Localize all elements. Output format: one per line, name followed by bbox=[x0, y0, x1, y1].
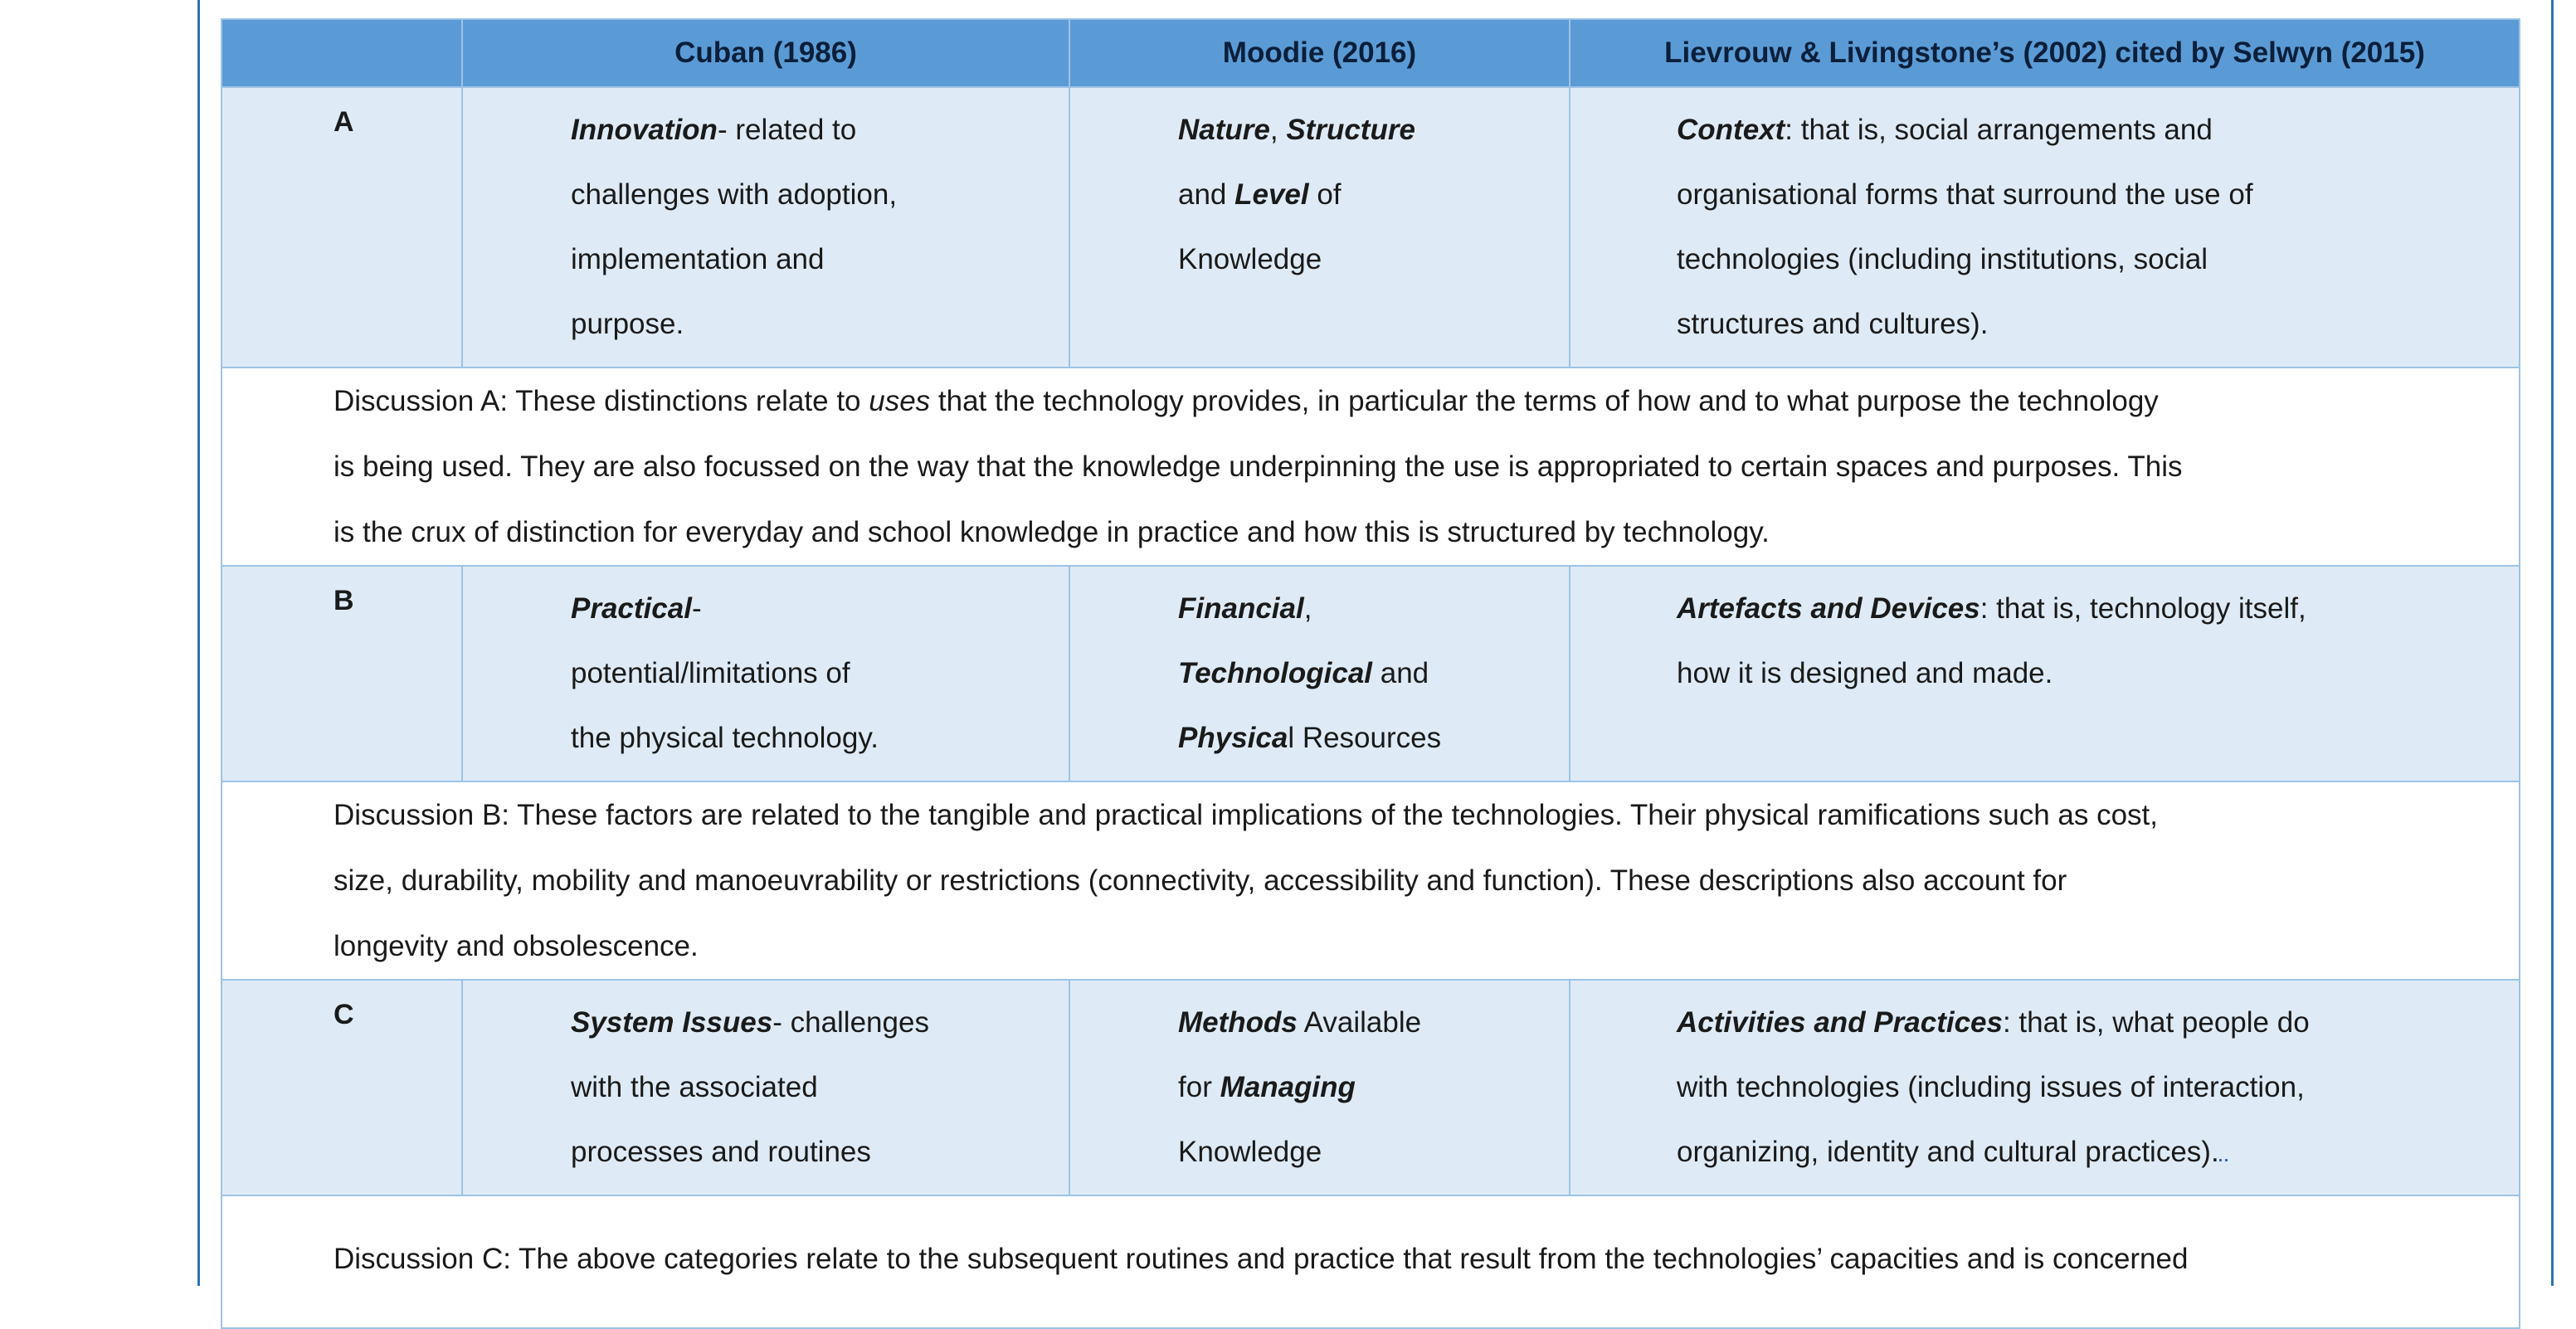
text-segment: challenges with adoption, bbox=[571, 178, 898, 211]
cuban-cell-line bbox=[571, 98, 1035, 163]
header-cell-cuban: Cuban (1986) bbox=[462, 19, 1069, 87]
text-segment: l Resources bbox=[1288, 722, 1442, 754]
lievrouw-cell-line bbox=[1677, 1120, 2486, 1185]
emphasis-term: Innovation bbox=[571, 114, 718, 146]
discussion-line bbox=[334, 368, 2419, 434]
text-segment: processes and routines bbox=[571, 1136, 871, 1168]
text-segment: longevity and obsolescence. bbox=[334, 930, 699, 962]
italic-term: uses bbox=[869, 385, 931, 417]
moodie-cell bbox=[1069, 87, 1570, 368]
cuban-cell-line bbox=[571, 641, 1035, 706]
header-cell-lievrouw: Lievrouw & Livingstone’s (2002) cited by Selwyn (2015) bbox=[1570, 19, 2520, 87]
emphasis-term: Context bbox=[1677, 114, 1785, 146]
emphasis-term: Nature bbox=[1178, 114, 1270, 146]
discussion-line bbox=[334, 848, 2419, 913]
emphasis-term: Activities and Practices bbox=[1677, 1006, 2003, 1039]
text-segment: - related to bbox=[717, 114, 857, 146]
text-segment: potential/limitations of bbox=[571, 657, 850, 689]
category-row-c bbox=[222, 980, 2520, 1195]
text-segment: structures and cultures). bbox=[1677, 308, 1989, 340]
row-letter: C bbox=[222, 980, 462, 1195]
cuban-cell bbox=[462, 87, 1069, 368]
cuban-cell-line bbox=[571, 163, 1035, 227]
moodie-cell-line bbox=[1178, 98, 1536, 163]
row-letter: A bbox=[222, 87, 462, 368]
spellcheck-mark bbox=[2219, 1152, 2228, 1161]
text-segment: is the crux of distinction for everyday and school knowledge in practice and how this is structured by technology. bbox=[334, 516, 1770, 548]
cuban-cell-line bbox=[571, 991, 1035, 1055]
text-segment: organisational forms that surround the use of bbox=[1677, 178, 2253, 211]
emphasis-term: Practical bbox=[571, 592, 692, 625]
text-segment: with the associated bbox=[571, 1071, 818, 1103]
lievrouw-cell-line bbox=[1677, 292, 2486, 357]
emphasis-term: Technological bbox=[1178, 657, 1373, 689]
text-segment: is being used. They are also focussed on the way that the knowledge underpinning the use is appropriated to certain spaces and purposes. This bbox=[334, 450, 2183, 483]
lievrouw-cell-line bbox=[1677, 577, 2486, 641]
lievrouw-cell-line bbox=[1677, 227, 2486, 292]
emphasis-term: Financial bbox=[1178, 592, 1304, 625]
text-segment: for bbox=[1178, 1071, 1220, 1103]
moodie-cell bbox=[1069, 566, 1570, 781]
lievrouw-cell-text bbox=[1570, 88, 2519, 367]
moodie-cell-text bbox=[1070, 981, 1569, 1195]
lievrouw-cell bbox=[1570, 87, 2520, 368]
text-segment: : that is, technology itself, bbox=[1979, 592, 2306, 625]
emphasis-term: Structure bbox=[1286, 114, 1415, 146]
moodie-cell-line bbox=[1178, 163, 1536, 227]
moodie-cell-text bbox=[1070, 567, 1569, 781]
discussion-row-c bbox=[222, 1195, 2520, 1328]
lievrouw-cell-line bbox=[1677, 641, 2486, 706]
discussion-line bbox=[334, 434, 2419, 499]
cuban-cell-text bbox=[463, 981, 1069, 1195]
emphasis-term: Level bbox=[1234, 178, 1309, 211]
row-letter: B bbox=[222, 566, 462, 781]
discussion-line bbox=[334, 782, 2419, 848]
text-segment: Discussion B: These factors are related to the tangible and practical implications of the technologies. Their physical ramifications such as cost, bbox=[334, 799, 2158, 831]
text-segment: of bbox=[1308, 178, 1342, 211]
text-segment: that the technology provides, in particular the terms of how and to what purpose the technology bbox=[930, 385, 2159, 417]
category-row-b bbox=[222, 566, 2520, 781]
cuban-cell-line bbox=[571, 706, 1035, 771]
emphasis-term: Methods bbox=[1178, 1006, 1298, 1039]
emphasis-term: System Issues bbox=[571, 1006, 773, 1039]
moodie-cell-line bbox=[1178, 1055, 1536, 1120]
text-segment: , bbox=[1303, 592, 1312, 625]
lievrouw-cell bbox=[1570, 980, 2520, 1195]
comparison-table bbox=[221, 18, 2520, 1329]
discussion-line bbox=[334, 499, 2419, 565]
text-segment: Available bbox=[1297, 1006, 1422, 1039]
cuban-cell bbox=[462, 566, 1069, 781]
text-segment: , bbox=[1269, 114, 1287, 146]
moodie-cell-text bbox=[1070, 88, 1569, 302]
cuban-cell-line bbox=[571, 1120, 1035, 1185]
lievrouw-cell-line bbox=[1677, 991, 2486, 1055]
emphasis-term: Managing bbox=[1220, 1071, 1356, 1103]
moodie-cell-line bbox=[1178, 706, 1536, 771]
text-segment: Knowledge bbox=[1178, 1136, 1322, 1168]
text-segment: : that is, social arrangements and bbox=[1785, 114, 2213, 146]
discussion-cell bbox=[222, 781, 2520, 980]
moodie-cell-line bbox=[1178, 991, 1536, 1055]
text-segment: the physical technology. bbox=[571, 722, 879, 754]
emphasis-term: Artefacts and Devices bbox=[1677, 592, 1980, 625]
header-cell-blank bbox=[222, 19, 462, 87]
text-segment: and bbox=[1178, 178, 1235, 211]
lievrouw-cell-text bbox=[1570, 567, 2519, 716]
header-cell-moodie: Moodie (2016) bbox=[1069, 19, 1570, 87]
moodie-cell-line bbox=[1178, 641, 1536, 706]
moodie-cell-line bbox=[1178, 227, 1536, 292]
table-body bbox=[222, 87, 2520, 1328]
text-segment: implementation and bbox=[571, 243, 825, 275]
lievrouw-cell-line bbox=[1677, 1055, 2486, 1120]
cuban-cell-line bbox=[571, 227, 1035, 292]
lievrouw-cell bbox=[1570, 566, 2520, 781]
lievrouw-cell-line bbox=[1677, 163, 2486, 227]
lievrouw-cell-line bbox=[1677, 98, 2486, 163]
text-segment: - challenges bbox=[772, 1006, 929, 1039]
moodie-cell bbox=[1069, 980, 1570, 1195]
text-segment: and bbox=[1372, 657, 1429, 689]
lievrouw-cell-text bbox=[1570, 981, 2519, 1195]
text-segment: Discussion A: These distinctions relate to bbox=[334, 385, 869, 417]
text-segment: technologies (including institutions, social bbox=[1677, 243, 2208, 275]
text-segment: purpose. bbox=[571, 308, 684, 340]
discussion-cell bbox=[222, 368, 2520, 566]
moodie-cell-line bbox=[1178, 1120, 1536, 1185]
discussion-row-b bbox=[222, 781, 2520, 980]
emphasis-term: Physica bbox=[1178, 722, 1288, 754]
text-segment: - bbox=[691, 592, 702, 625]
text-segment: Knowledge bbox=[1178, 243, 1322, 275]
cuban-cell-text bbox=[463, 88, 1069, 367]
text-segment: with technologies (including issues of interaction, bbox=[1677, 1071, 2305, 1103]
text-segment: Discussion C: The above categories relate to the subsequent routines and practice that result from the technologies’ capacities and is concerned bbox=[334, 1243, 2189, 1275]
table-header-row bbox=[222, 19, 2520, 87]
cuban-cell bbox=[462, 980, 1069, 1195]
text-segment: : that is, what people do bbox=[2002, 1006, 2310, 1039]
cuban-cell-line bbox=[571, 577, 1035, 641]
discussion-line bbox=[334, 1226, 2419, 1292]
text-segment: organizing, identity and cultural practices). bbox=[1677, 1136, 2219, 1168]
moodie-cell-line bbox=[1178, 577, 1536, 641]
discussion-line bbox=[334, 913, 2419, 979]
discussion-row-a bbox=[222, 368, 2520, 566]
cuban-cell-line bbox=[571, 1055, 1035, 1120]
text-segment: how it is designed and made. bbox=[1677, 657, 2053, 689]
cuban-cell-text bbox=[463, 567, 1069, 781]
cuban-cell-line bbox=[571, 292, 1035, 357]
category-row-a bbox=[222, 87, 2520, 368]
discussion-cell bbox=[222, 1195, 2520, 1328]
text-segment: size, durability, mobility and manoeuvrability or restrictions (connectivity, accessibility and function). These descriptions also account for bbox=[334, 864, 2067, 897]
